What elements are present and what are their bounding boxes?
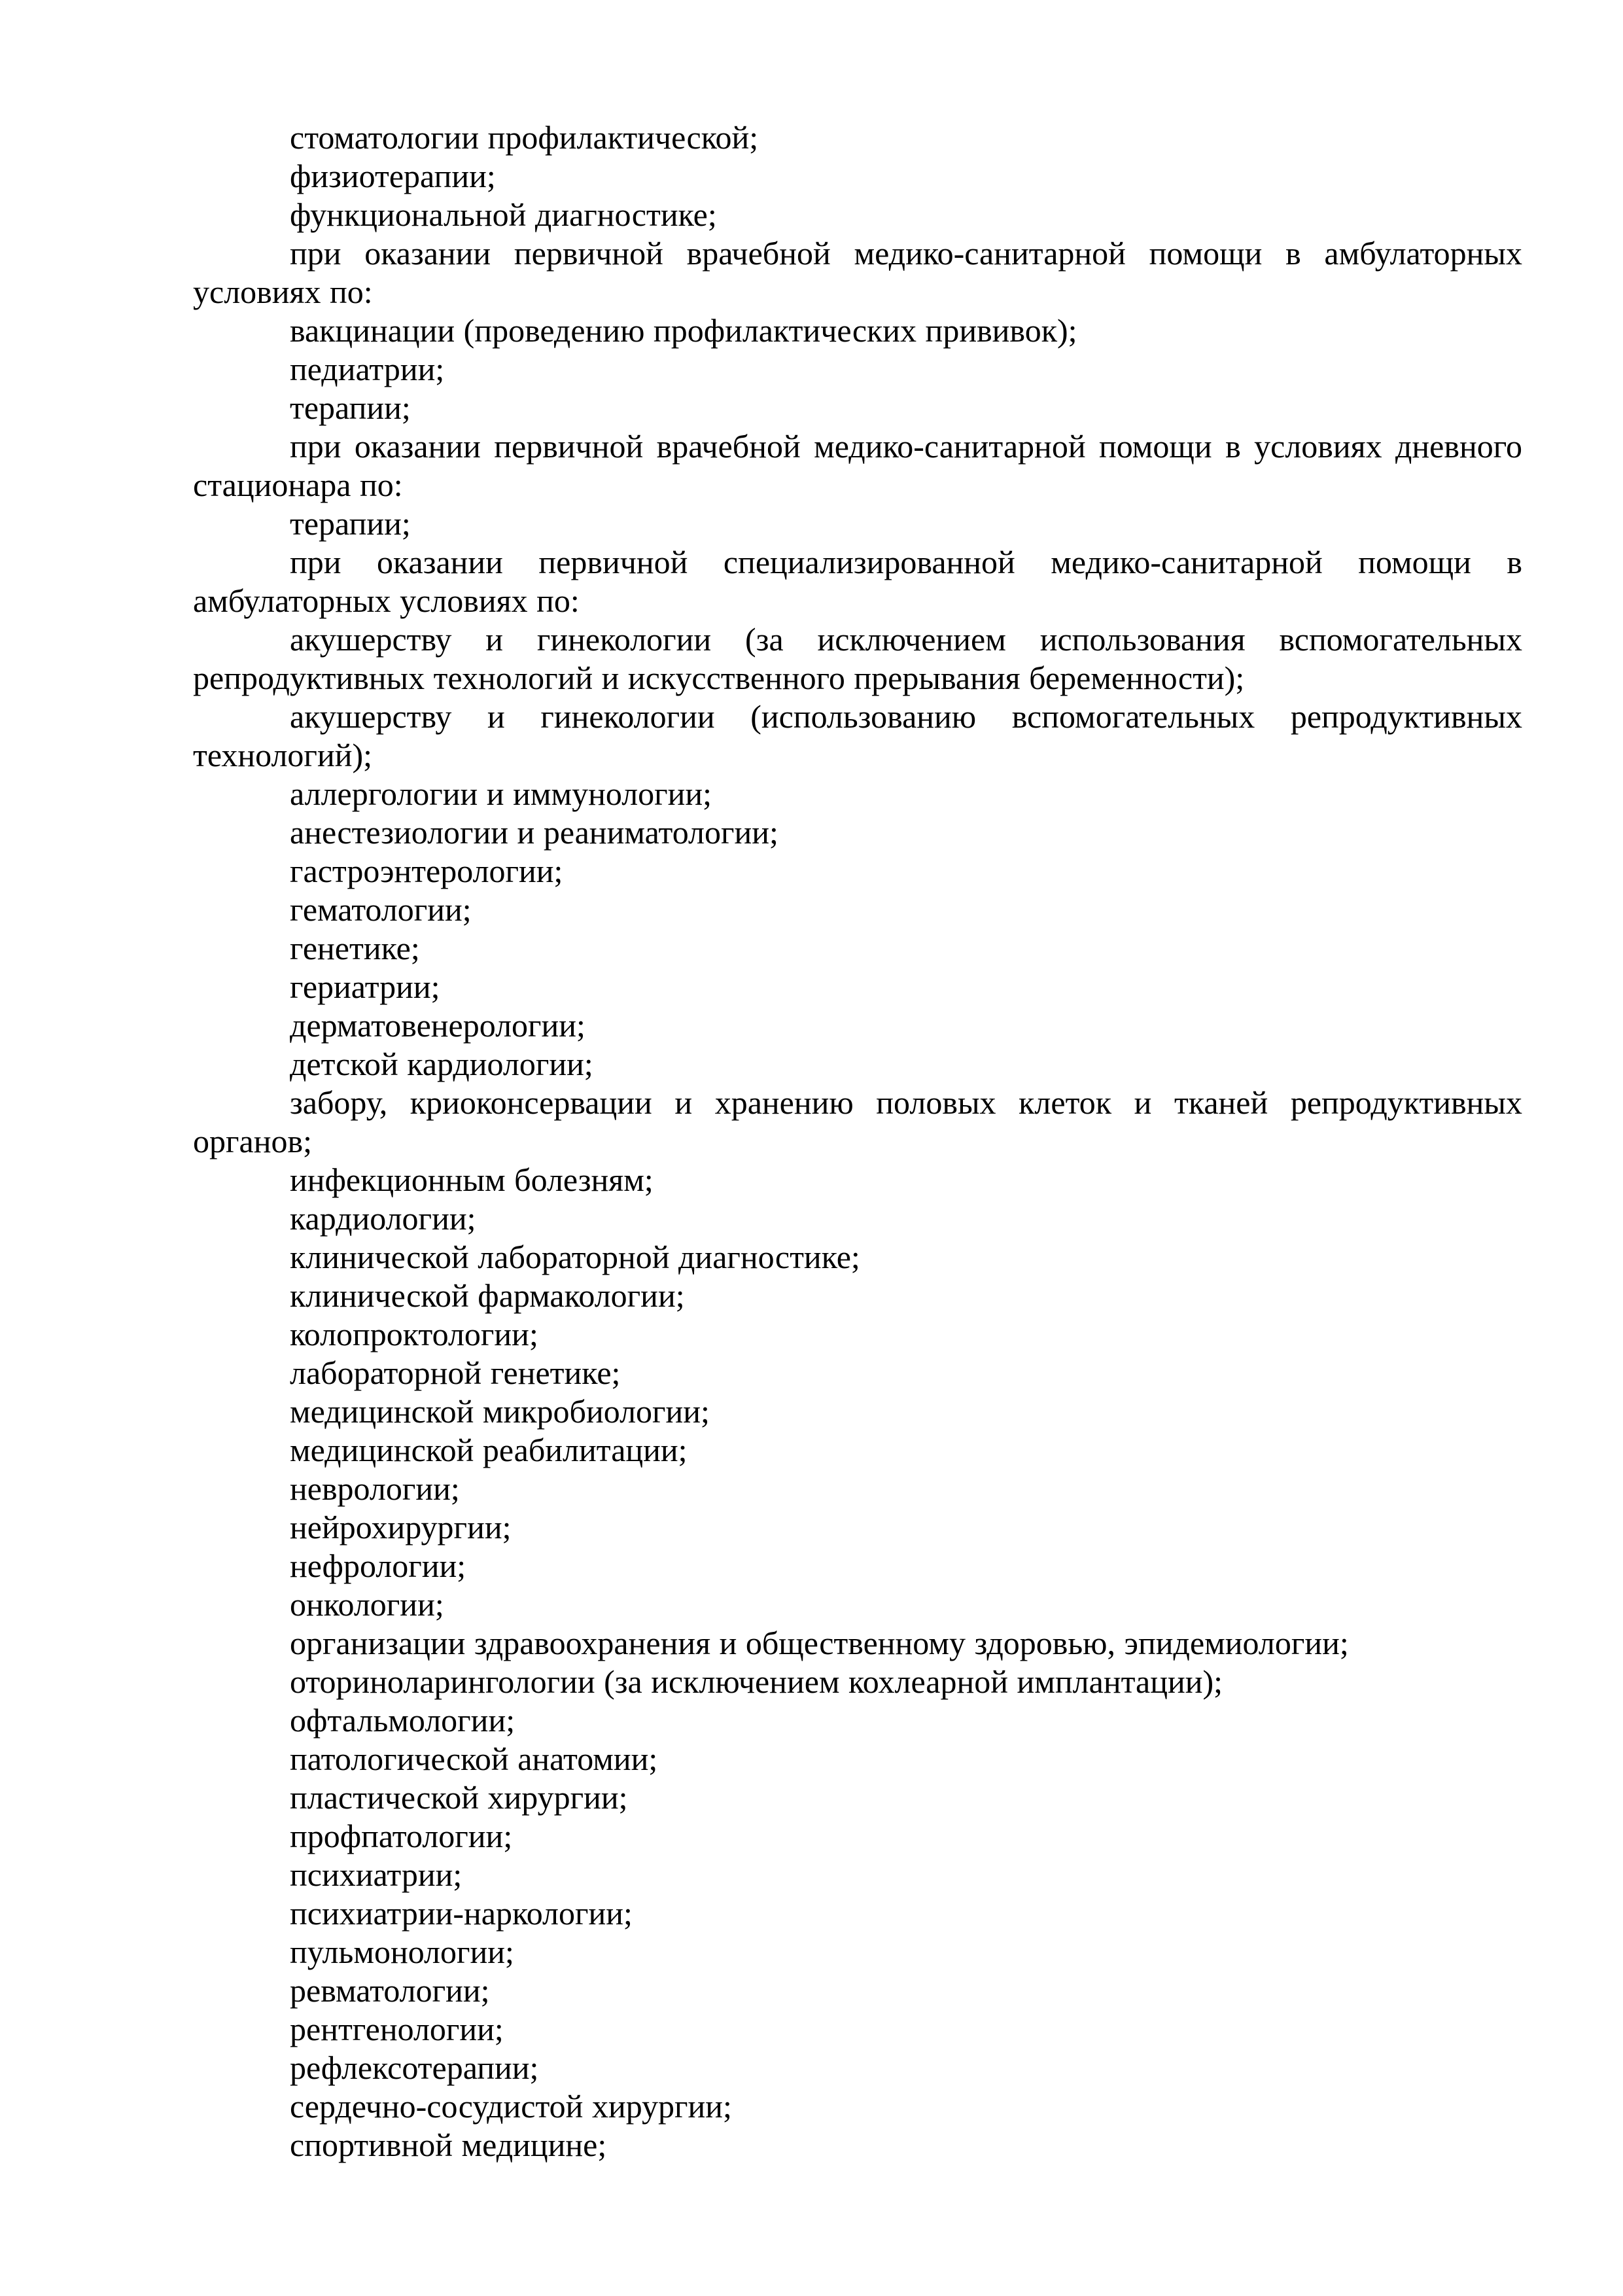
paragraph: клинической лабораторной диагностике; [290, 1239, 860, 1275]
paragraph: при оказании первичной специализированной медико-санитарной помощи в амбулаторных условиях по: [193, 544, 1522, 619]
paragraph: терапии; [290, 505, 411, 542]
paragraph: сердечно-сосудистой хирургии; [290, 2088, 732, 2125]
paragraph: терапии; [290, 389, 411, 426]
paragraph: нейрохирургии; [290, 1509, 512, 1545]
paragraph: анестезиологии и реаниматологии; [290, 814, 778, 851]
paragraph: рентгенологии; [290, 2011, 504, 2047]
paragraph: профпатологии; [290, 1818, 513, 1854]
paragraph: забору, криоконсервации и хранению половых клеток и тканей репродуктивных органов; [193, 1084, 1522, 1159]
paragraph: психиатрии-наркологии; [290, 1895, 633, 1932]
paragraph: функциональной диагностике; [290, 196, 717, 233]
paragraph: медицинской микробиологии; [290, 1393, 710, 1430]
paragraph: пластической хирургии; [290, 1779, 628, 1816]
paragraph: организации здравоохранения и общественному здоровью, эпидемиологии; [290, 1625, 1349, 1661]
paragraph: вакцинации (проведению профилактических прививок); [290, 312, 1077, 349]
paragraph: лабораторной генетике; [290, 1354, 621, 1391]
paragraph: колопроктологии; [290, 1316, 538, 1352]
paragraph: инфекционным болезням; [290, 1161, 654, 1198]
paragraph: аллергологии и иммунологии; [290, 775, 712, 812]
paragraph: педиатрии; [290, 351, 445, 387]
paragraph: онкологии; [290, 1586, 444, 1623]
paragraph: акушерству и гинекологии (использованию вспомогательных репродуктивных технологий); [193, 698, 1522, 773]
paragraph: нефрологии; [290, 1547, 466, 1584]
paragraph: ревматологии; [290, 1972, 490, 2009]
paragraph: стоматологии профилактической; [290, 119, 759, 156]
paragraph: гастроэнтерологии; [290, 853, 563, 889]
paragraph: неврологии; [290, 1470, 460, 1507]
paragraph: дерматовенерологии; [290, 1007, 585, 1044]
paragraph: офтальмологии; [290, 1702, 515, 1739]
specialties-list [193, 118, 1522, 2164]
paragraph: оториноларингологии (за исключением кохлеарной имплантации); [290, 1663, 1223, 1700]
paragraph: кардиологии; [290, 1200, 476, 1237]
paragraph: гериатрии; [290, 968, 440, 1005]
paragraph: генетике; [290, 930, 420, 966]
paragraph: патологической анатомии; [290, 1740, 658, 1777]
paragraph: детской кардиологии; [290, 1046, 593, 1082]
paragraph: рефлексотерапии; [290, 2049, 539, 2086]
paragraph: психиатрии; [290, 1856, 462, 1893]
paragraph: клинической фармакологии; [290, 1277, 685, 1314]
paragraph: пульмонологии; [290, 1934, 514, 1970]
paragraph: при оказании первичной врачебной медико-санитарной помощи в условиях дневного стационара по: [193, 428, 1522, 503]
paragraph: медицинской реабилитации; [290, 1432, 688, 1468]
paragraph: спортивной медицине; [290, 2127, 607, 2163]
paragraph: физиотерапии; [290, 158, 496, 194]
paragraph: гематологии; [290, 891, 472, 928]
paragraph: при оказании первичной врачебной медико-санитарной помощи в амбулаторных условиях по: [193, 235, 1522, 310]
paragraph: акушерству и гинекологии (за исключением использования вспомогательных репродуктивных технологий и искусственного прерывания беременности); [193, 621, 1522, 696]
